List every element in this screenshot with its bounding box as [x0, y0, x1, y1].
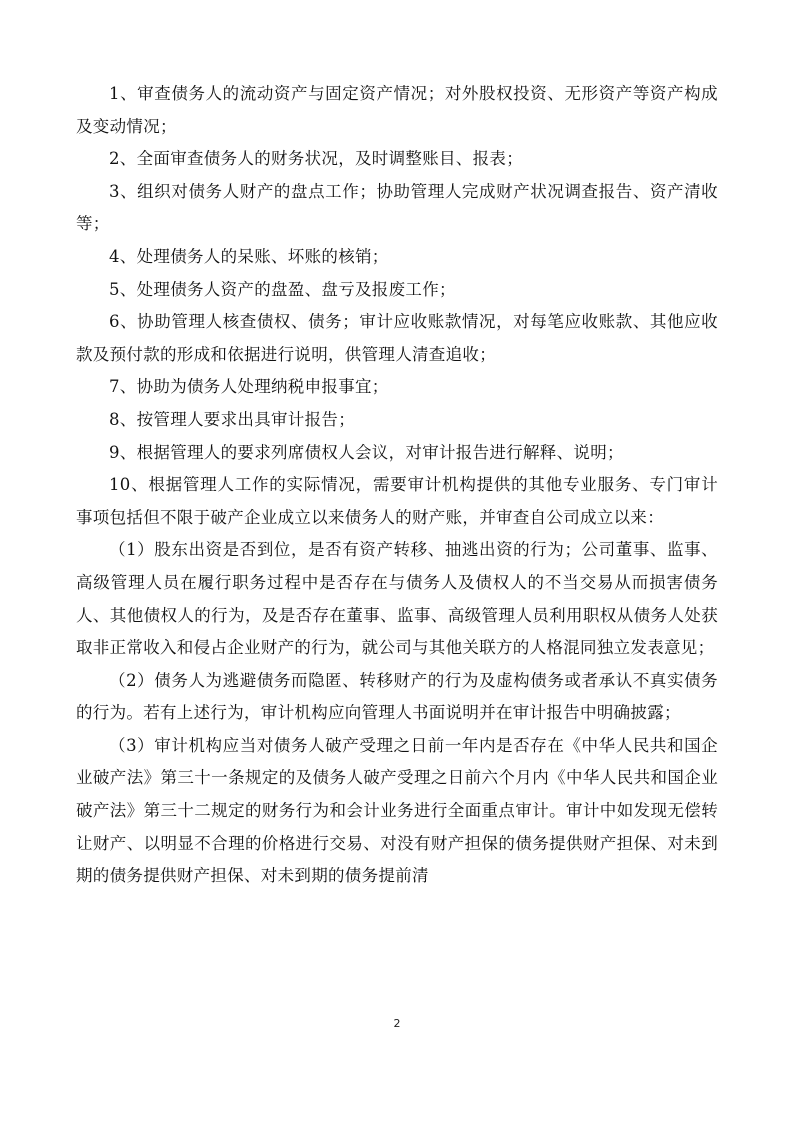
paragraph-item-7: 7、协助为债务人处理纳税申报事宜；: [109, 377, 389, 397]
paragraph-item-6: 6、协助管理人核查债权、债务；审计应收账款情况，对每笔应收账款、其他应收款及预付款的形成和依据进行说明，供管理人清查追收；: [76, 312, 718, 364]
document-body: [76, 78, 718, 893]
paragraph-item-10: 10、根据管理人工作的实际情况，需要审计机构提供的其他专业服务、专门审计事项包括但不限于破产企业成立以来债务人的财产账，并审查自公司成立以来：: [76, 475, 718, 527]
sub-item-1: （1）股东出资是否到位，是否有资产转移、抽逃出资的行为；公司董事、监事、高级管理人员在履行职务过程中是否存在与债务人及债权人的不当交易从而损害债务人、其他债权人的行为，及是否存在董事、监事、高级管理人员利用职权从债务人处获取非正常收入和侵占企业财产的行为，就公司与其他关联方的人格混同独立发表意见；: [76, 540, 718, 658]
sub-item-2: （2）债务人为逃避债务而隐匿、转移财产的行为及虚构债务或者承认不真实债务的行为。若有上述行为，审计机构应向管理人书面说明并在审计报告中明确披露；: [76, 670, 718, 723]
paragraph-item-4: 4、处理债务人的呆账、坏账的核销；: [109, 246, 389, 266]
sub-item-3: （3）审计机构应当对债务人破产受理之日前一年内是否存在《中华人民共和国企业破产法》第三十一条规定的及债务人破产受理之日前六个月内《中华人民共和国企业破产法》第三十二规定的财务行为和会计业务进行全面重点审计。审计中如发现无偿转让财产、以明显不合理的价格进行交易、对没有财产担保的债务提供财产担保、对未到期的债务提供财产担保、对未到期的债务提前清: [76, 735, 718, 886]
paragraph-item-3: 3、组织对债务人财产的盘点工作；协助管理人完成财产状况调查报告、资产清收等；: [76, 181, 718, 234]
page-number: 2: [393, 1017, 401, 1030]
paragraph-item-8: 8、按管理人要求出具审计报告；: [109, 409, 355, 429]
paragraph-item-5: 5、处理债务人资产的盘盈、盘亏及报废工作；: [109, 279, 456, 299]
paragraph-item-2: 2、全面审查债务人的财务状况，及时调整账目、报表；: [109, 149, 523, 169]
paragraph-item-1: 1、审查债务人的流动资产与固定资产情况；对外股权投资、无形资产等资产构成及变动情况；: [76, 84, 718, 136]
paragraph-item-9: 9、根据管理人的要求列席债权人会议，对审计报告进行解释、说明；: [109, 442, 624, 462]
